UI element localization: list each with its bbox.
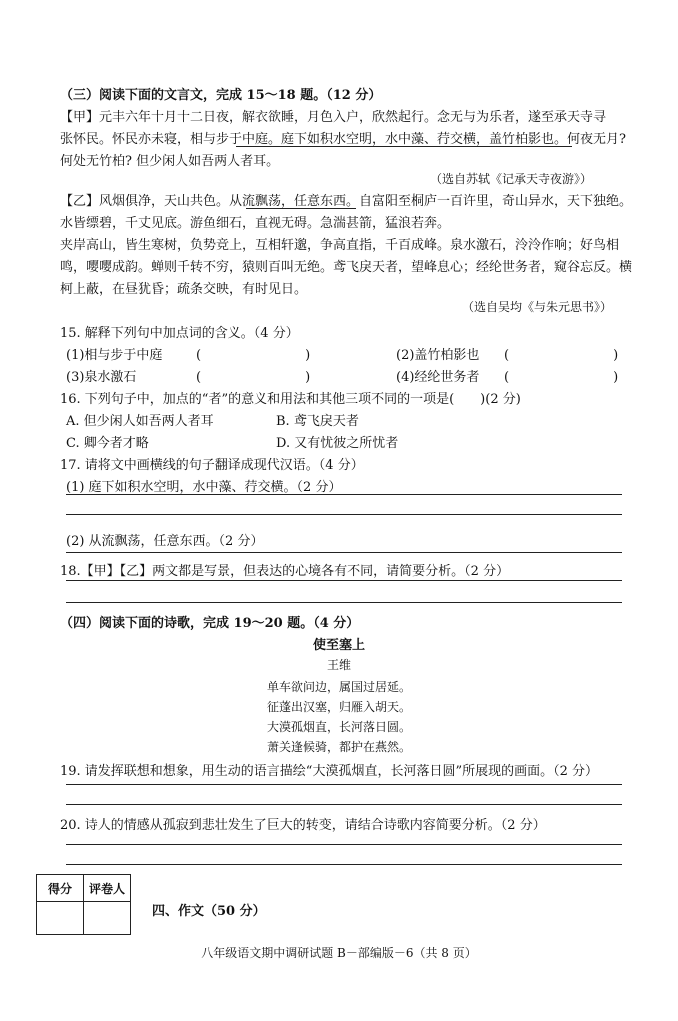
q19-answer-line-2[interactable]	[66, 804, 622, 805]
q15-stem: 15. 解释下列句中加点词的含义。（4 分）	[60, 326, 299, 341]
q17-answer-line-3[interactable]	[66, 552, 622, 553]
q19-stem: 19. 请发挥联想和想象，用生动的语言描绘“大漠孤烟直，长河落日圆”所展现的画面。（2 分）	[60, 764, 599, 779]
grader-cell[interactable]	[84, 902, 131, 935]
q15-item-3: (3)泉水激石	[66, 370, 137, 385]
jia-line-2: 张怀民。怀民亦未寝，相与步于中庭。庭下如积水空明，水中藻、荇交横，盖竹柏影也。何夜无月?	[60, 132, 626, 147]
page-footer: 八年级语文期中调研试题 B－部编版－6（共 8 页）	[201, 946, 477, 960]
yi-source: （选自吴均《与朱元思书》）	[462, 300, 613, 314]
q17-answer-line-1[interactable]	[66, 494, 622, 495]
q17-sub2: (2) 从流飘荡，任意东西。（2 分）	[66, 534, 264, 549]
q20-answer-line-2[interactable]	[66, 864, 622, 865]
yi-line-1: 【乙】风烟俱净，天山共色。从流飘荡，任意东西。自富阳至桐庐一百许里，奇山异水，天下独绝。	[60, 194, 633, 209]
jia-source: （选自苏轼《记承天寺夜游》）	[430, 172, 593, 186]
q19-answer-line-1[interactable]	[66, 784, 622, 785]
poem-line-1: 单车欲问边，属国过居延。	[266, 680, 411, 694]
score-table	[36, 874, 131, 935]
q15-item-4: (4)经纶世务者	[396, 370, 480, 385]
q17-answer-line-2[interactable]	[66, 514, 622, 515]
yi-line-2: 水皆缥碧，千丈见底。游鱼细石，直视无碍。急湍甚箭，猛浪若奔。	[60, 216, 451, 231]
composition-header: 四、作文（50 分）	[152, 904, 266, 919]
jia-underline	[236, 146, 572, 147]
yi-line-4: 鸣，嘤嘤成韵。蝉则千转不穷，猿则百叫无绝。鸢飞戾天者，望峰息心；经纶世务者，窥谷忘反。横	[60, 260, 633, 275]
poem-line-2: 征蓬出汉塞，归雁入胡天。	[266, 700, 411, 714]
q16-option-c[interactable]: C. 卿今者才略	[66, 436, 149, 451]
yi-line-3: 夹岸高山，皆生寒树，负势竞上，互相轩邈，争高直指，千百成峰。泉水激石，泠泠作响；好鸟相	[60, 238, 620, 253]
q16-option-b[interactable]: B. 鸢飞戾天者	[276, 414, 359, 429]
yi-underline	[246, 208, 356, 209]
q15-blank-1[interactable]: ( )	[196, 348, 311, 363]
poem-line-4: 萧关逢候骑，都护在燕然。	[266, 740, 411, 754]
section4-header: （四）阅读下面的诗歌，完成 19～20 题。（4 分）	[60, 616, 360, 631]
poem-line-3: 大漠孤烟直，长河落日圆。	[266, 720, 411, 734]
q18-stem: 18.【甲】【乙】两文都是写景，但表达的心境各有不同，请简要分析。（2 分）	[60, 564, 510, 579]
q15-blank-2[interactable]: ( )	[504, 348, 619, 363]
q20-stem: 20. 诗人的情感从孤寂到悲壮发生了巨大的转变，请结合诗歌内容简要分析。（2 分）	[60, 818, 546, 833]
q18-answer-line-1[interactable]	[66, 580, 622, 581]
yi-line-5: 柯上蔽，在昼犹昏；疏条交映，有时见日。	[60, 282, 308, 297]
poem-title: 使至塞上	[312, 638, 365, 653]
jia-line-3: 何处无竹柏? 但少闲人如吾两人者耳。	[60, 154, 280, 169]
q16-option-d[interactable]: D. 又有忧彼之所忧者	[276, 436, 399, 451]
q15-blank-4[interactable]: ( )	[504, 370, 619, 385]
q15-blank-3[interactable]: ( )	[196, 370, 311, 385]
q16-option-a[interactable]: A. 但少闲人如吾两人者耳	[66, 414, 214, 429]
score-header: 得分	[37, 875, 84, 902]
grader-header: 评卷人	[84, 875, 131, 902]
section3-header: （三）阅读下面的文言文，完成 15～18 题。（12 分）	[60, 88, 382, 103]
q17-sub1: (1) 庭下如积水空明，水中藻、荇交横。（2 分）	[66, 480, 342, 495]
q18-answer-line-2[interactable]	[66, 602, 622, 603]
poem-author: 王维	[326, 658, 351, 672]
score-cell[interactable]	[37, 902, 84, 935]
q16-stem: 16. 下列句子中，加点的“者”的意义和用法和其他三项不同的一项是( )(2 分)	[60, 392, 521, 407]
q20-answer-line-1[interactable]	[66, 844, 622, 845]
q15-item-2: (2)盖竹柏影也	[396, 348, 480, 363]
q15-item-1: (1)相与步于中庭	[66, 348, 163, 363]
jia-line-1: 【甲】元丰六年十月十二日夜，解衣欲睡，月色入户，欣然起行。念无与为乐者，遂至承天寺寻	[60, 110, 607, 125]
q17-stem: 17. 请将文中画横线的句子翻译成现代汉语。（4 分）	[60, 458, 364, 473]
